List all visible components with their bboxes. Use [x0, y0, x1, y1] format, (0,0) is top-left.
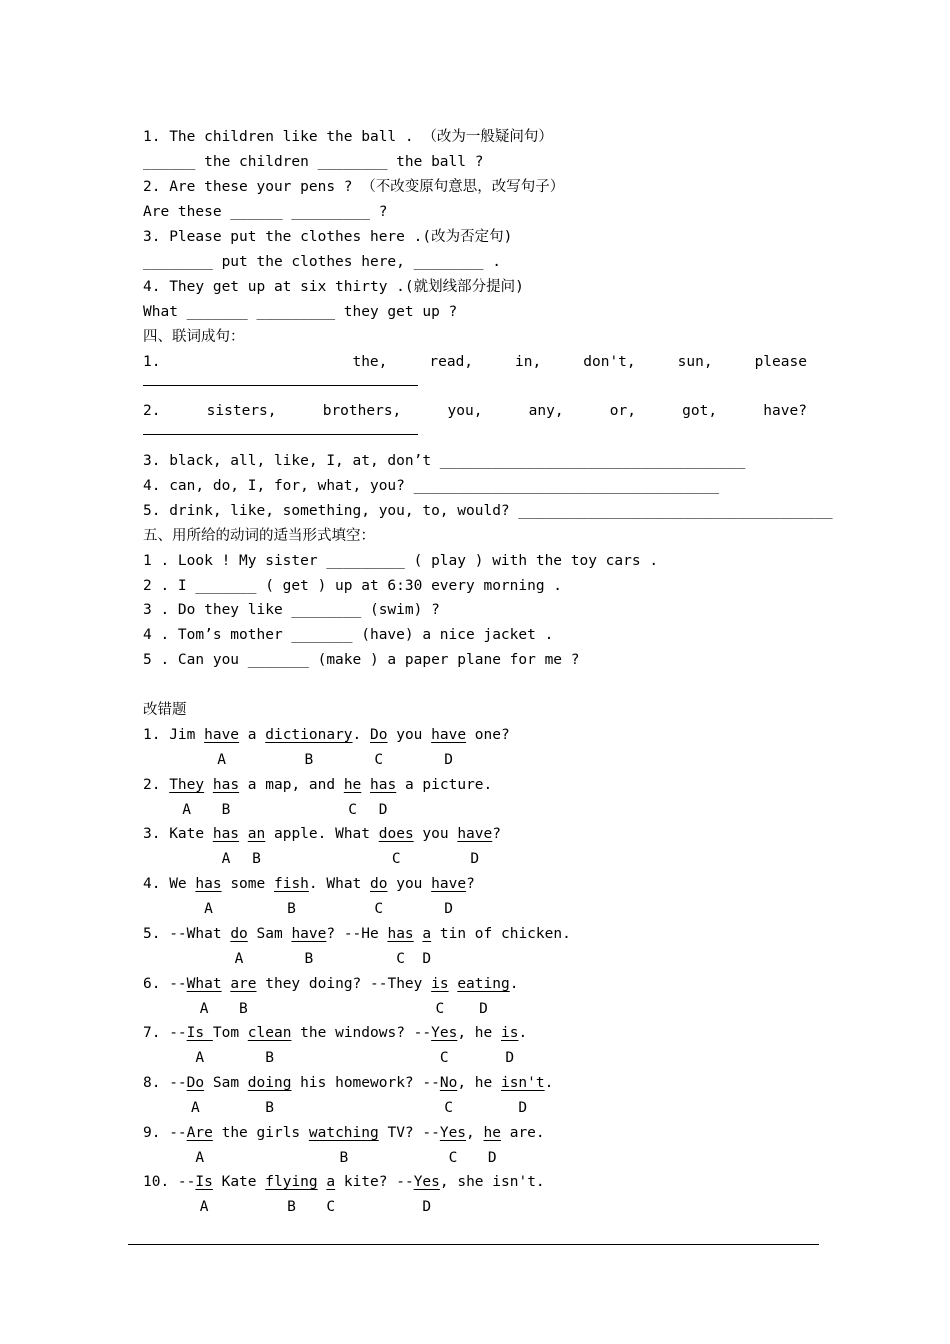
error-item-4: [143, 874, 807, 894]
rewrite-q2: 2. Are these your pens ? （不改变原句意思，改写句子）: [143, 179, 565, 195]
option-letter-c: C: [439, 1050, 449, 1066]
sentence-text: apple. What: [265, 826, 379, 842]
sentence-text: the windows? --: [291, 1025, 432, 1041]
sentence-text: kite? --: [335, 1174, 414, 1190]
token: got,: [682, 403, 718, 419]
underlined-option: fish: [273, 876, 309, 892]
sentence-text: .: [544, 1075, 554, 1091]
verb-form-q4: 4 . Tom’s mother _______ (have) a nice jacket .: [143, 627, 554, 643]
option-letters-row: [143, 800, 807, 820]
underlined-option: Do: [370, 727, 388, 743]
underlined-option: eating: [457, 976, 510, 992]
token: sisters,: [206, 403, 277, 419]
option-letter-b: B: [252, 851, 261, 867]
error-item-9: [143, 1123, 807, 1143]
option-letter-b: B: [287, 901, 296, 917]
sentence-text: .: [509, 976, 519, 992]
sentence-text: you: [387, 876, 432, 892]
underlined-option: flying: [265, 1174, 318, 1190]
rewrite-a1: ______ the children ________ the ball ?: [143, 154, 484, 170]
error-item-6: [143, 974, 807, 994]
underlined-option: has: [387, 926, 414, 942]
verb-form-q2: 2 . I _______ ( get ) up at 6:30 every morning .: [143, 578, 563, 594]
sentence-text: one?: [466, 727, 510, 743]
token: any,: [528, 403, 564, 419]
token: have?: [763, 403, 807, 419]
option-letter-a: A: [221, 851, 231, 867]
section4-title: 四、联词成句：: [143, 329, 245, 345]
word-order-answer-line-1[interactable]: [143, 372, 807, 392]
underlined-option: he: [343, 777, 362, 793]
option-letter-b: B: [239, 1001, 248, 1017]
sentence-text: a map, and: [239, 777, 344, 793]
underlined-option: is: [500, 1025, 519, 1041]
option-letters-row: [143, 1048, 807, 1068]
sentence-text: a: [239, 727, 266, 743]
option-letter-c: C: [374, 901, 384, 917]
underlined-option: does: [378, 826, 414, 842]
sentence-text: [204, 777, 213, 793]
word-order-q5: 5. drink, like, something, you, to, would? ____________________________________: [143, 503, 833, 519]
sentence-text: 5. --What: [143, 926, 231, 942]
option-letter-c: C: [448, 1150, 458, 1166]
error-item-5: [143, 924, 807, 944]
sentence-text: ?: [492, 826, 501, 842]
sentence-text: 7. --: [143, 1025, 187, 1041]
verb-form-q1: 1 . Look ! My sister _________ ( play ) with the toy cars .: [143, 553, 659, 569]
token: please: [754, 354, 807, 370]
sentence-text: tin of chicken.: [431, 926, 571, 942]
option-letter-a: A: [234, 951, 244, 967]
underlined-option: They: [169, 777, 205, 793]
underlined-option: are: [230, 976, 257, 992]
underlined-option: Is: [195, 1174, 213, 1190]
sentence-text: are.: [500, 1125, 545, 1141]
token: sun,: [677, 354, 713, 370]
section5-title: 五、用所给的动词的适当形式填空：: [143, 528, 375, 544]
rewrite-q1: 1. The children like the ball . （改为一般疑问句）: [143, 129, 553, 145]
sentence-text: TV? --: [378, 1125, 440, 1141]
sentence-text: [222, 976, 231, 992]
underlined-option: have: [457, 826, 493, 842]
underlined-option: Are: [186, 1125, 213, 1141]
underlined-option: he: [483, 1125, 501, 1141]
token: brothers,: [322, 403, 402, 419]
verb-form-q3: 3 . Do they like ________ (swim) ?: [143, 602, 440, 618]
option-letter-d: D: [422, 1199, 432, 1215]
underlined-option: Yes: [413, 1174, 440, 1190]
word-order-q2: [143, 401, 807, 421]
option-letter-a: A: [195, 1150, 205, 1166]
sentence-text: the girls: [212, 1125, 309, 1141]
error-item-10: [143, 1172, 807, 1192]
option-letter-c: C: [374, 752, 384, 768]
rewrite-a3: ________ put the clothes here, ________ .: [143, 254, 501, 270]
error-item-7: [143, 1023, 807, 1043]
rewrite-q4: 4. They get up at six thirty .(就划线部分提问): [143, 279, 524, 295]
sentence-text: 4. We: [143, 876, 196, 892]
option-letter-c: C: [348, 802, 357, 818]
underlined-option: What: [186, 976, 222, 992]
option-letter-d: D: [487, 1150, 497, 1166]
option-letter-d: D: [470, 851, 480, 867]
error-item-8: [143, 1073, 807, 1093]
option-letter-d: D: [505, 1050, 515, 1066]
sentence-text: [239, 826, 248, 842]
option-letter-d: D: [422, 951, 432, 967]
sentence-text: ,: [466, 1125, 484, 1141]
underlined-option: an: [247, 826, 266, 842]
option-letters-row: [143, 949, 807, 969]
sentence-text: .: [518, 1025, 528, 1041]
option-letter-c: C: [326, 1199, 336, 1215]
rewrite-a4: What _______ _________ they get up ?: [143, 304, 458, 320]
sentence-text: you: [387, 727, 432, 743]
underlined-option: a: [326, 1174, 336, 1190]
option-letter-b: B: [221, 802, 231, 818]
underlined-option: have: [204, 727, 240, 743]
underlined-option: a: [422, 926, 432, 942]
sentence-text: 9. --: [143, 1125, 187, 1141]
sentence-text: Kate: [212, 1174, 266, 1190]
underlined-option: Yes: [439, 1125, 467, 1141]
error-item-1: [143, 725, 807, 745]
underlined-option: do: [230, 926, 248, 942]
sentence-text: they doing? --They: [256, 976, 432, 992]
option-letter-c: C: [391, 851, 401, 867]
sentence-text: some: [221, 876, 274, 892]
token: 1.: [143, 354, 161, 370]
sentence-text: , she isn't.: [439, 1174, 545, 1190]
word-order-q1: [143, 352, 807, 372]
sentence-text: 10. --: [143, 1174, 196, 1190]
underlined-option: Is: [186, 1025, 213, 1041]
sentence-text: . What: [308, 876, 371, 892]
option-letters-row: [143, 1098, 807, 1118]
option-letter-c: C: [444, 1100, 453, 1116]
underlined-option: has: [212, 777, 240, 793]
underlined-option: have: [291, 926, 327, 942]
underlined-option: doing: [247, 1075, 292, 1091]
sentence-text: Tom: [212, 1025, 248, 1041]
sentence-text: you: [413, 826, 458, 842]
sentence-text: a picture.: [396, 777, 493, 793]
error-item-2: [143, 775, 807, 795]
token: or,: [609, 403, 636, 419]
option-letter-c: C: [435, 1001, 445, 1017]
sentence-text: , he: [457, 1075, 501, 1091]
error-item-3: [143, 824, 807, 844]
option-letter-d: D: [518, 1100, 528, 1116]
option-letter-a: A: [195, 1050, 205, 1066]
underlined-option: dictionary: [265, 727, 353, 743]
sentence-text: [361, 777, 370, 793]
footer-divider: [128, 1244, 819, 1245]
rewrite-a2: Are these ______ _________ ?: [143, 204, 388, 220]
option-letter-d: D: [444, 752, 453, 768]
token: you,: [447, 403, 483, 419]
option-letter-a: A: [191, 1100, 200, 1116]
token: 2.: [143, 403, 161, 419]
underlined-option: do: [370, 876, 388, 892]
sentence-text: ? --He: [326, 926, 388, 942]
option-letter-d: D: [378, 802, 388, 818]
option-letter-d: D: [479, 1001, 488, 1017]
underlined-option: have: [431, 727, 467, 743]
underlined-option: has: [212, 826, 240, 842]
underlined-option: has: [370, 777, 397, 793]
word-order-q4: 4. can, do, I, for, what, you? ___________________________________: [143, 478, 720, 494]
option-letter-a: A: [204, 901, 213, 917]
verb-form-q5: 5 . Can you _______ (make ) a paper plane for me ?: [143, 652, 580, 668]
token: in,: [515, 354, 542, 370]
option-letter-b: B: [339, 1150, 349, 1166]
token: don't,: [583, 354, 636, 370]
option-letter-b: B: [287, 1199, 296, 1215]
option-letter-b: B: [265, 1050, 274, 1066]
sentence-text: 8. --: [143, 1075, 187, 1091]
token: read,: [429, 354, 474, 370]
option-letter-a: A: [217, 752, 226, 768]
option-letter-a: A: [199, 1001, 209, 1017]
sentence-text: , he: [457, 1025, 501, 1041]
option-letter-d: D: [444, 901, 453, 917]
underlined-option: have: [431, 876, 467, 892]
sentence-text: .: [352, 727, 371, 743]
underlined-option: watching: [308, 1125, 379, 1141]
sentence-text: 2.: [143, 777, 170, 793]
option-letter-b: B: [304, 951, 314, 967]
word-order-answer-line-2[interactable]: [143, 421, 807, 441]
option-letters-row: [143, 849, 807, 869]
underlined-option: has: [195, 876, 222, 892]
sentence-text: ?: [466, 876, 475, 892]
sentence-text: 3. Kate: [143, 826, 213, 842]
sentence-text: 6. --: [143, 976, 187, 992]
sentence-text: Sam: [204, 1075, 248, 1091]
underlined-option: clean: [247, 1025, 292, 1041]
underlined-option: Do: [186, 1075, 205, 1091]
token: the,: [352, 354, 388, 370]
option-letter-a: A: [182, 802, 192, 818]
underlined-option: isn't: [500, 1075, 545, 1091]
option-letters-row: [143, 899, 807, 919]
option-letter-c: C: [396, 951, 405, 967]
underlined-option: Yes: [431, 1025, 458, 1041]
word-order-q3: 3. black, all, like, I, at, don’t ___________________________________: [143, 453, 746, 469]
underlined-option: No: [439, 1075, 458, 1091]
option-letters-row: [143, 750, 807, 770]
option-letter-b: B: [265, 1100, 274, 1116]
option-letter-a: A: [199, 1199, 209, 1215]
option-letter-b: B: [304, 752, 314, 768]
option-letters-row: [143, 1197, 807, 1217]
underlined-option: is: [431, 976, 449, 992]
sentence-text: 1. Jim: [143, 727, 205, 743]
sentence-text: Sam: [247, 926, 292, 942]
option-letters-row: [143, 999, 807, 1019]
section6-title: 改错题: [143, 702, 187, 718]
sentence-text: his homework? --: [291, 1075, 440, 1091]
option-letters-row: [143, 1148, 807, 1168]
rewrite-q3: 3. Please put the clothes here .(改为否定句): [143, 229, 513, 245]
